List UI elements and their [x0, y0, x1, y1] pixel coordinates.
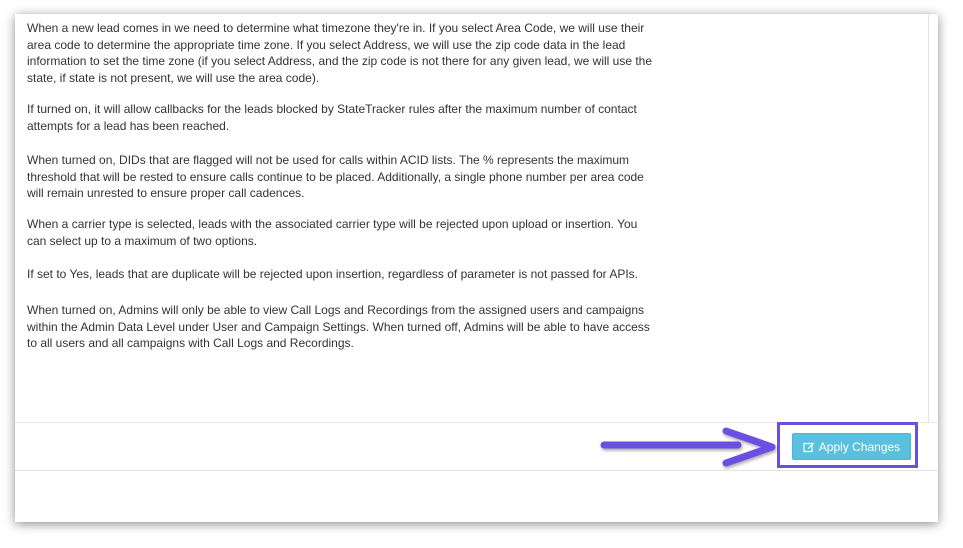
statetracker-help-text: If turned on, it will allow callbacks for the leads blocked by StateTracker rules after the maximum number of contact attempts for a lead has been reached. [27, 102, 637, 133]
carrier-help-text: When a carrier type is selected, leads with the associated carrier type will be rejected upon upload or insertion. You can select up to a maximum of two options. [27, 217, 638, 248]
admins-help-text: When turned on, Admins will only be able to view Call Logs and Recordings from the assigned users and campaigns within the Admin Data Level under User and Campaign Settings. When turned off, Admins will be able to have access to all users and all campaigns with Call Logs and Recordings. [27, 303, 650, 351]
timezone-help-text: When a new lead comes in we need to determine what timezone they're in. If you select Area Code, we will use their area code to determine the appropriate time zone. If you select Address, we will use the zip code data in the lead information to set the time zone (if you select Address, and the zip code is not there for any given lead, we will use the state, if state is not present, we will use the area code). [27, 21, 653, 86]
edit-icon [803, 441, 815, 453]
pointer-arrow-icon [598, 425, 778, 470]
footer-bottom-divider [15, 470, 938, 471]
duplicate-help-text: If set to Yes, leads that are duplicate will be rejected upon insertion, regardless of parameter is not passed for APIs. [27, 267, 639, 281]
apply-changes-label: Apply Changes [818, 439, 901, 454]
dids-help-text: When turned on, DIDs that are flagged will not be used for calls within ACID lists. The % represents the maximum threshold that will be rested to ensure calls continue to be placed. Additionally, a single phone number per area code will remain unrested to ensure proper call cadences. [27, 153, 644, 201]
apply-changes-button[interactable] [792, 433, 911, 460]
settings-help-column [15, 14, 929, 422]
